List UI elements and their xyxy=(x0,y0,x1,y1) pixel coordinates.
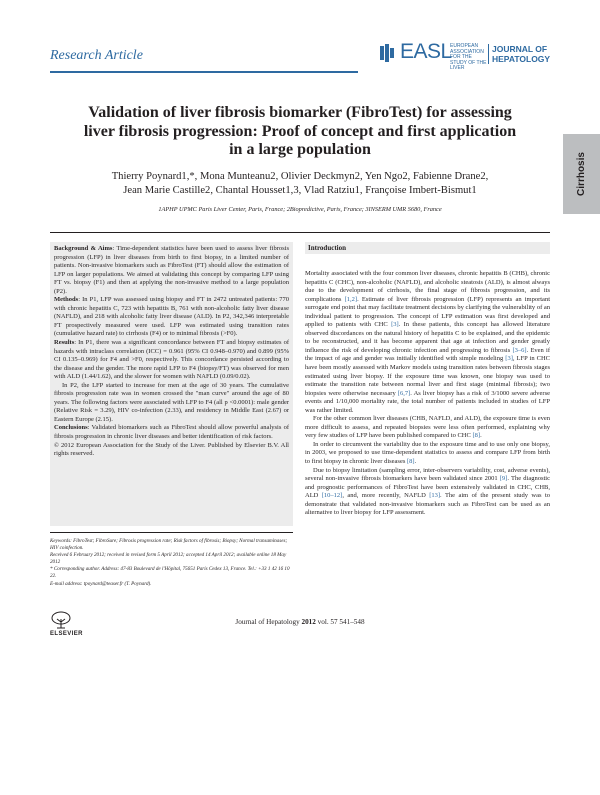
footnotes xyxy=(50,538,293,588)
paragraph-text: . The diagnostic and prognostic performances of FibroTest have been extensively validated in CHC, CHB, ALD xyxy=(305,475,550,500)
title-line: Validation of liver fibrosis biomarker (FibroTest) for assessing xyxy=(88,104,512,121)
paragraph-text: In order to circumvent the variability due to the exposure time and to use only one biopsy, in 2003, we proposed to use time-dependent statistics to assess and compare LFP from birth to first biopsy in chronic liver diseases xyxy=(305,440,550,466)
publisher-name: ELSEVIER xyxy=(50,631,83,637)
footer-pages: 541–548 xyxy=(339,618,365,626)
journal-name-line2: HEPATOLOGY xyxy=(492,53,551,64)
footnote-divider xyxy=(50,532,293,533)
easl-logo-subtitle: EUROPEAN ASSOCIATION FOR THE STUDY OF THE LIVER xyxy=(450,43,487,72)
citation-link[interactable]: [8] xyxy=(472,432,481,440)
paragraph-text: . Estimate of liver fibrosis progression (LFP) represents an important surrogate end point that may facilitate treatment decisions by clarifying the vulnerability of an individual patient to progression. The concept of LFP estimation was first developed and applied to patients with CHC xyxy=(305,295,550,329)
paragraph-text: . xyxy=(480,432,482,440)
introduction-section xyxy=(305,242,550,518)
footnote-corresponding: * Corresponding author. Address: 47-83 Boulevard de l'Hôpital, 75651 Paris Cedex 13, France. Tel.: +33 1 42 16 10 22. xyxy=(50,566,290,579)
paragraph-text: , and, more recently, NAFLD xyxy=(342,492,430,500)
author-line: Thierry Poynard1,*, Mona Munteanu2, Olivier Deckmyn2, Yen Ngo2, Fabienne Drane2, xyxy=(111,171,489,182)
easl-logo-text: EASL xyxy=(400,40,452,63)
footer-volume: vol. 57 xyxy=(317,618,338,626)
introduction-paragraph xyxy=(305,415,550,441)
paragraph-text: Due to biopsy limitation (sampling error, inter-observers variability, cost, adverse events), several non-invasive fibrosis biomarkers have been validated since 2001 xyxy=(305,466,550,483)
section-rule xyxy=(50,71,358,73)
introduction-heading: Introduction xyxy=(305,242,550,254)
abstract-paragraph: Results: In P1, there was a significant concordance between FT and biopsy estimates of hazards with intraclass correlation (ICC) = 0.961 (95% CI 0.948–0.970) and 0.899 (95% CI 0.135–0.969) for F4 and >F0, respectively. This concordance persisted according to the disease and the gender. The more rapid LFP to F4 (biopsy/FT) was observed for men with ALD (1.44/1.62), and the slower for women with NAFLD (0.09/0.02). xyxy=(54,339,289,381)
copyright-line: © 2012 European Association for the Study of the Liver. Published by Elsevier B.V. All rights reserved. xyxy=(54,441,289,458)
elsevier-tree-icon xyxy=(50,611,72,629)
paragraph-text: . In these patients, this concept has allowed literature observed discordances on the natural history of hepatitis C to be explained, and the epidemic to be reconstructed, and it has become apparent that age at infection and gender greatly influence the risk of developing chronic infection and progressing to fibrosis xyxy=(305,321,550,354)
citation-link[interactable]: [10–12] xyxy=(321,492,343,500)
footer-journal-name: Journal of Hepatology xyxy=(235,618,300,626)
citation-footer xyxy=(50,618,550,626)
paragraph-text: , LFP in CHC have been mostly assessed with Markov models using transition rates between fibrosis stages estimated using liver biopsy. If the exposure time was known, one biopsy was used to estimate the transition rate between normal liver and first stage (minimal fibrosis); two biopsies were otherwise necessary xyxy=(305,355,550,397)
introduction-paragraph xyxy=(305,270,550,415)
paragraph-text: . As liver biopsy has a risk of 3/1000 severe adverse events and 1/10,000 mortality rate, the total number of patients included in studies of LFP was rather limited. xyxy=(305,389,550,414)
paragraph-text: Mortality associated with the four common liver diseases, chronic hepatitis B (CHB), chronic hepatitis C (CHC), non-alcoholic (NAFLD), and alcoholic steatosis (ALD), is almost always due to the development of cirrhosis, the final stage of fibrosis progression, and its complications xyxy=(305,270,550,303)
title-line: in a large population xyxy=(229,141,371,158)
abstract-box xyxy=(50,242,293,526)
abstract-paragraph: Conclusions: Validated biomarkers such as FibroTest should allow powerful analysis of fibrosis progression in chronic liver diseases and better identification of risk factors. xyxy=(54,424,289,441)
footnote-email: E-mail address: tpoynard@teaser.fr (T. Poynard). xyxy=(50,580,152,587)
abstract-paragraph: Methods: In P1, LFP was assessed using biopsy and FT in 2472 untreated patients: 770 with chronic hepatitis C, 723 with hepatitis B, 761 with non-alcoholic fatty liver disease (NAFLD), and 218 with alcoholic fatty liver disease (ALD). In P2, 342,346 interpretable FT prospectively measured were used. LFP was estimated using transition rates (cumulative hazard rate) to cirrhosis (F4) or to minimal fibrosis (>F0). xyxy=(54,296,289,338)
section-label: Research Article xyxy=(50,48,143,63)
footer-year: 2012 xyxy=(301,618,316,626)
citation-link[interactable]: [8] xyxy=(407,458,415,466)
introduction-body xyxy=(305,270,550,518)
article-title xyxy=(50,104,550,160)
journal-logo xyxy=(380,40,560,72)
citation-link[interactable]: [9] xyxy=(499,475,508,483)
citation-link[interactable]: [6,7] xyxy=(397,389,411,397)
introduction-paragraph xyxy=(305,441,550,467)
footnote-keywords: Keywords: FibroTest; FibroSure; Fibrosis progression rate; Risk factors of fibrosis; Biopsy; Normal transaminases; HIV coinfection. xyxy=(50,538,288,551)
section-side-tab xyxy=(563,134,600,214)
citation-link[interactable]: [3] xyxy=(505,355,513,363)
introduction-paragraph xyxy=(305,467,550,518)
affiliations: 1APHP UPMC Paris Liver Center, Paris, France; 2Biopredictive, Paris, France; 3INSERM UMR S680, France xyxy=(158,206,442,213)
header-divider xyxy=(50,232,550,233)
author-list xyxy=(50,170,550,197)
footnote-received: Received 6 February 2012; received in revised form 5 April 2012; accepted 14 April 2012; available online 18 May 2012 xyxy=(50,552,287,565)
title-line: liver fibrosis progression: Proof of concept and first application xyxy=(83,122,517,140)
author-line: Jean Marie Castille2, Chantal Housset1,3, Vlad Ratziu1, Françoise Imbert-Bismut1 xyxy=(123,184,477,196)
citation-link[interactable]: [3–6] xyxy=(512,346,527,354)
side-tab-label: Cirrhosis xyxy=(576,152,587,196)
citation-link[interactable]: [13] xyxy=(429,492,441,500)
paragraph-text: . Even if the impact of age and gender was initially identified with simple modeling xyxy=(305,346,550,363)
paragraph-text: . The aim of the present study was to demonstrate that validated non-invasive biomarkers such as FibroTest can be used as an alternative to liver biopsy for LFP assessment. xyxy=(305,492,550,517)
abstract-paragraph: Background & Aims: Time-dependent statistics have been used to assess liver fibrosis progression (LFP) in liver diseases from birth to first biopsy, in a limited number of patients. Non-invasive biomarkers such as FibroTest (FT) should allow the estimation of LFP on larger populations. We aimed at validating this concept by comparing LFP using FT vs. biopsy (F1) and then at applying the non-invasive method to a large population (P2). xyxy=(54,245,289,295)
citation-link[interactable]: [1,2] xyxy=(344,295,358,303)
citation-link[interactable]: [3] xyxy=(391,321,399,329)
easl-logo-icon xyxy=(380,44,398,62)
paragraph-text: For the other common liver diseases (CHB, NAFLD, and ALD), the exposure time is even more difficult to assess, and repeated biopsies were less often performed, explaining why very few studies of LFP have been published compared to CHC xyxy=(305,415,550,440)
journal-name xyxy=(492,45,562,64)
paragraph-text: . xyxy=(414,458,417,466)
logo-divider xyxy=(488,44,489,64)
abstract-paragraph: In P2, the LFP started to increase for men at the age of 30 years. The cumulative fibrosis progression rate was in women crossed the "man curve" around the age of 80 years. The following factors were associated with LFP to F4 (all p <0.0001): male gender (Relative Risk = 3.29), HIV co-infection (2.33), and residency in Middle East (2.67) or Eastern Europe (2.15). xyxy=(54,381,289,423)
journal-name-line1: JOURNAL OF xyxy=(492,44,548,54)
